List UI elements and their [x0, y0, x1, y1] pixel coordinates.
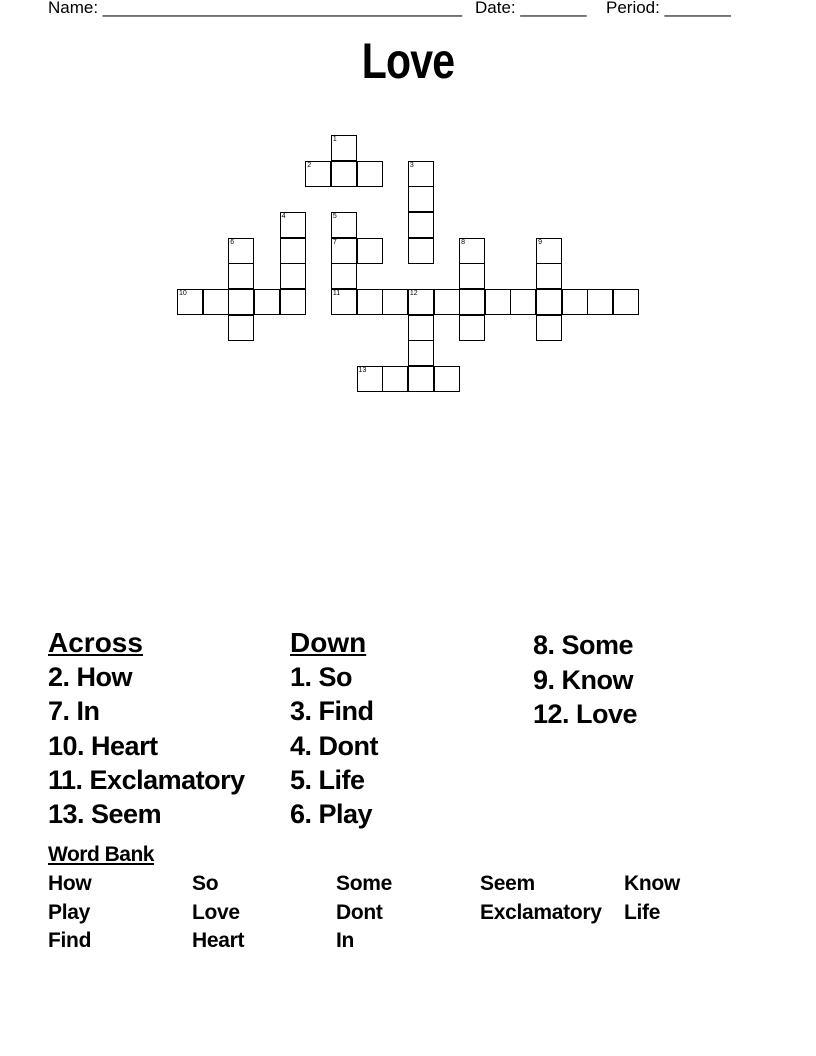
word-bank-word: Life — [624, 901, 661, 924]
clue-number: 6 — [230, 238, 235, 246]
crossword-cell[interactable] — [331, 135, 357, 161]
crossword-cell[interactable] — [408, 315, 434, 341]
crossword-cell[interactable] — [305, 161, 331, 187]
word-bank-word: Heart — [192, 929, 245, 952]
clue-number: 8 — [461, 238, 466, 246]
crossword-cell[interactable] — [408, 289, 434, 315]
crossword-cell[interactable] — [485, 289, 511, 315]
crossword-cell[interactable] — [536, 315, 562, 341]
crossword-cell[interactable] — [459, 289, 485, 315]
name-field-label: Name: ______________________________________ — [48, 0, 463, 17]
across-heading: Across — [48, 627, 143, 658]
word-bank-word: Love — [192, 901, 240, 924]
clue-number: 3 — [409, 161, 414, 169]
across-clue: 7. In — [48, 696, 100, 727]
word-bank-word: Exclamatory — [480, 901, 602, 924]
word-bank-word: Know — [624, 872, 680, 895]
crossword-cell[interactable] — [587, 289, 613, 315]
across-clue: 11. Exclamatory — [48, 764, 245, 795]
period-field-label: Period: _______ — [606, 0, 731, 17]
word-bank-word: How — [48, 872, 92, 895]
crossword-cell[interactable] — [357, 238, 383, 264]
crossword-cell[interactable] — [613, 289, 639, 315]
page-title: Love — [361, 33, 455, 89]
clue-number: 9 — [538, 238, 542, 246]
word-bank-word: Find — [48, 929, 92, 952]
clue-number: 12 — [409, 289, 418, 297]
clue-number: 11 — [332, 289, 341, 297]
word-bank-word: In — [336, 929, 355, 952]
clue-number: 4 — [281, 212, 286, 220]
crossword-cell[interactable] — [408, 161, 434, 187]
crossword-cell[interactable] — [434, 289, 460, 315]
crossword-cell[interactable] — [408, 186, 434, 212]
crossword-cell[interactable] — [228, 289, 254, 315]
clue-number: 13 — [358, 366, 367, 374]
crossword-cell[interactable] — [357, 161, 383, 187]
crossword-cell[interactable] — [331, 238, 357, 264]
across-clue: 13. Seem — [48, 799, 162, 830]
crossword-cell[interactable] — [562, 289, 588, 315]
down-clue: 6. Play — [290, 799, 373, 830]
down-clue: 5. Life — [290, 764, 365, 795]
down-clue: 12. Love — [533, 699, 638, 729]
crossword-cell[interactable] — [203, 289, 229, 315]
down-clue: 8. Some — [533, 630, 634, 660]
clue-number: 1 — [332, 136, 337, 143]
across-clues — [48, 628, 245, 831]
date-field-label: Date: _______ — [475, 0, 587, 17]
crossword-cell[interactable] — [228, 263, 254, 289]
crossword-cell[interactable] — [408, 340, 434, 366]
crossword-cell[interactable] — [228, 315, 254, 341]
down-clue: 1. So — [290, 662, 353, 692]
crossword-cell[interactable] — [510, 289, 536, 315]
crossword-cell[interactable] — [331, 289, 357, 315]
crossword-cell[interactable] — [280, 212, 306, 238]
crossword-cell[interactable] — [536, 238, 562, 264]
down-clue: 9. Know — [533, 664, 634, 695]
down-clue: 3. Find — [290, 696, 374, 727]
crossword-cell[interactable] — [177, 289, 203, 315]
crossword-cell[interactable] — [408, 238, 434, 264]
crossword-cell[interactable] — [331, 161, 357, 187]
down-clues-continued — [533, 628, 637, 732]
crossword-cell[interactable] — [536, 263, 562, 289]
word-bank-word: Seem — [480, 872, 535, 895]
clue-number: 2 — [307, 161, 312, 169]
crossword-cell[interactable] — [357, 289, 383, 315]
word-bank-word: So — [192, 872, 219, 895]
crossword-grid — [0, 0, 816, 420]
crossword-cell[interactable] — [408, 366, 434, 392]
clue-number: 5 — [332, 212, 337, 220]
across-clue: 2. How — [48, 662, 133, 692]
down-clue: 4. Dont — [290, 730, 378, 761]
crossword-cell[interactable] — [331, 212, 357, 238]
crossword-cell[interactable] — [357, 366, 383, 392]
word-bank-word: Some — [336, 872, 392, 895]
crossword-cell[interactable] — [280, 238, 306, 264]
across-clue: 10. Heart — [48, 730, 158, 761]
crossword-cell[interactable] — [228, 238, 254, 264]
crossword-cell[interactable] — [382, 366, 408, 392]
crossword-cell[interactable] — [459, 238, 485, 264]
crossword-cell[interactable] — [382, 289, 408, 315]
down-heading: Down — [290, 627, 367, 658]
clue-number: 7 — [332, 238, 337, 246]
crossword-cell[interactable] — [434, 366, 460, 392]
down-clues — [290, 628, 378, 831]
crossword-cell[interactable] — [280, 289, 306, 315]
crossword-cell[interactable] — [331, 263, 357, 289]
clue-number: 10 — [179, 289, 187, 297]
crossword-cell[interactable] — [536, 289, 562, 315]
crossword-cell[interactable] — [408, 212, 434, 238]
word-bank-heading: Word Bank — [48, 843, 154, 866]
word-bank-word: Dont — [336, 901, 383, 924]
crossword-cell[interactable] — [280, 263, 306, 289]
crossword-cell[interactable] — [254, 289, 280, 315]
crossword-cell[interactable] — [459, 315, 485, 341]
word-bank-word: Play — [48, 901, 90, 924]
crossword-cell[interactable] — [459, 263, 485, 289]
